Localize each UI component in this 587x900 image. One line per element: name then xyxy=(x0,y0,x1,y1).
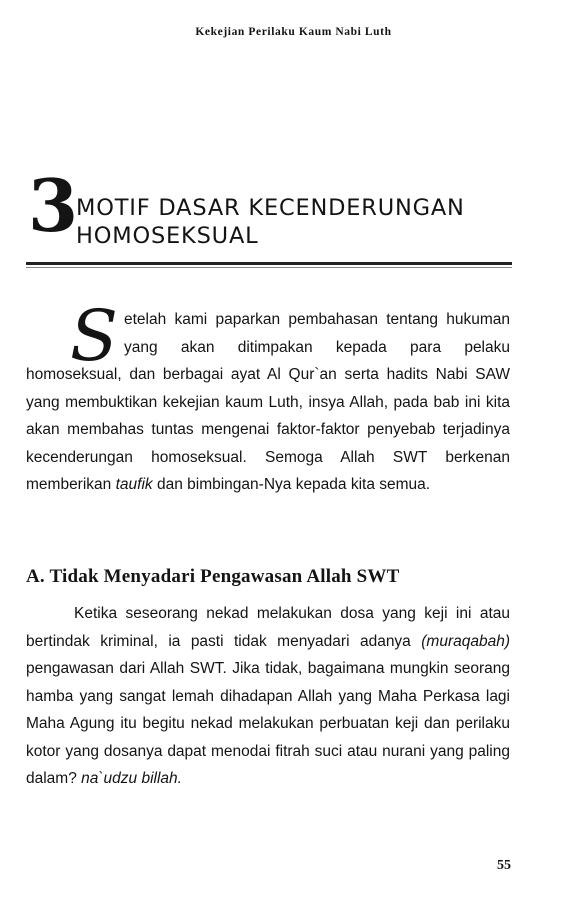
section-italic-1: (muraqabah) xyxy=(421,632,510,650)
section-italic-2: na`udzu billah. xyxy=(81,770,182,787)
chapter-title: MOTIF DASAR KECENDERUNGAN HOMOSEKSUAL xyxy=(76,195,465,249)
section-heading: A. Tidak Menyadari Pengawasan Allah SWT xyxy=(26,566,400,587)
intro-italic-word: taufik xyxy=(115,476,153,493)
intro-paragraph xyxy=(26,295,510,499)
chapter-number: 3 xyxy=(28,163,79,248)
section-paragraph xyxy=(26,600,510,793)
intro-text: etelah kami paparkan pembahasan tentang hukuman yang akan ditimpakan kepada para pelaku homoseksual, dan berbagai ayat Al Qur`an serta hadits Nabi SAW yang membuktikan kekejian kaum Luth, insya Allah, pada bab ini kita akan membahas tuntas mengenai faktor-faktor penyebab terjadinya kecenderungan homoseksual. Semoga Allah SWT berkenan memberikan xyxy=(26,311,510,493)
page-number: 55 xyxy=(497,858,511,873)
section-text-1: Ketika seseorang nekad melakukan dosa yang keji ini atau bertindak kriminal, ia pasti tidak menyadari adanya xyxy=(26,605,510,650)
running-header: Kekejian Perilaku Kaum Nabi Luth xyxy=(195,26,392,38)
chapter-rule-thin xyxy=(26,267,512,268)
intro-text-end: dan bimbingan-Nya kepada kita semua. xyxy=(156,476,431,493)
drop-cap: S xyxy=(70,295,118,377)
chapter-rule xyxy=(26,262,512,265)
section-text-2: pengawasan dari Allah SWT. Jika tidak, bagaimana mungkin seorang hamba yang sangat lemah dihadapan Allah yang Maha Perkasa lagi Maha Agung itu begitu nekad melakukan perbuatan keji dan perilaku kotor yang dosanya dapat menodai fitrah suci atau nurani yang paling dalam? xyxy=(26,660,510,787)
